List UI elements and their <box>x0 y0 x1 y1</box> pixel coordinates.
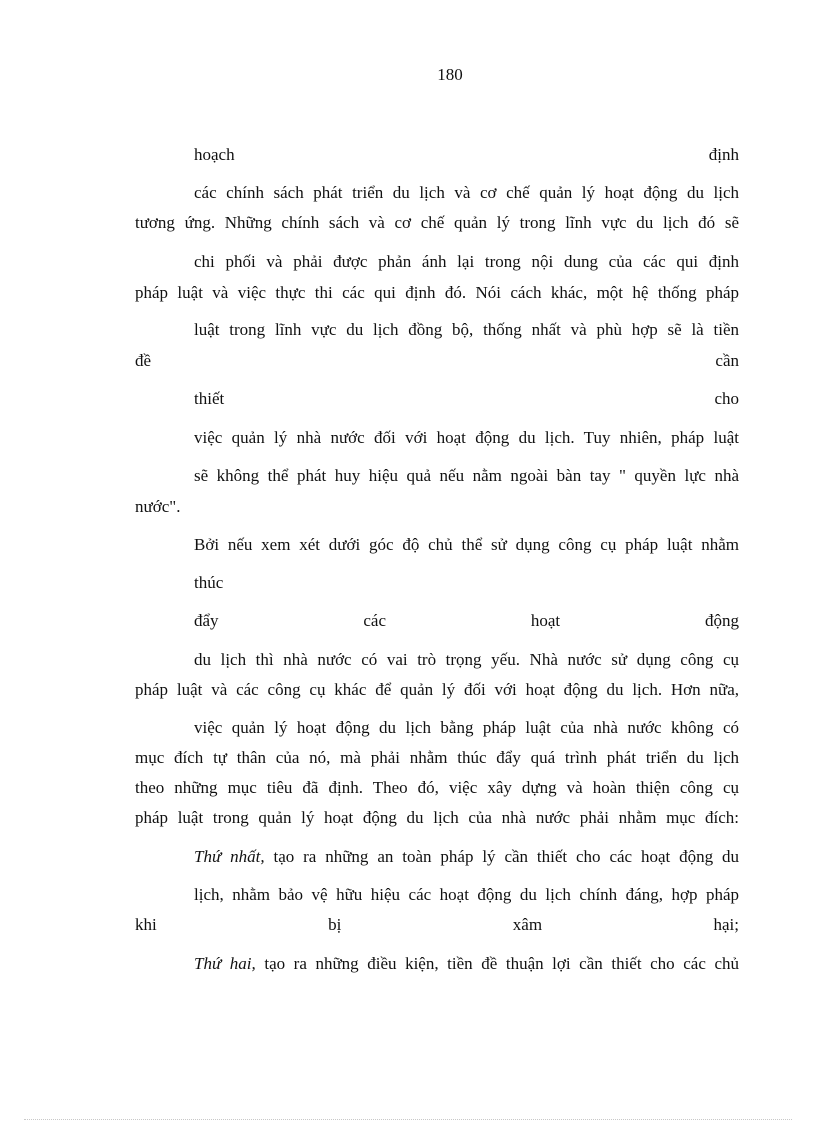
text-line: pháp luật và các công cụ khác để quản lý đối với hoạt động du lịch. Hơn nữa, <box>135 680 739 699</box>
word: thiết <box>194 389 225 408</box>
text-line: pháp luật trong quản lý hoạt động du lịch của nhà nước phải nhằm mục đích: <box>135 808 739 827</box>
text-line: sẽ không thể phát huy hiệu quả nếu nằm ngoài bàn tay " quyền lực nhà <box>194 466 739 485</box>
word: bị <box>328 915 342 934</box>
text-line: tương ứng. Những chính sách và cơ chế quản lý trong lĩnh vực du lịch đó sẽ <box>135 213 739 232</box>
word: xâm <box>512 915 543 934</box>
word: định <box>708 145 739 164</box>
text-line: theo những mục tiêu đã định. Theo đó, việc xây dựng và hoàn thiện công cụ <box>135 778 739 797</box>
text-line <box>135 350 739 372</box>
text-line: luật trong lĩnh vực du lịch đồng bộ, thống nhất và phù hợp sẽ là tiền <box>194 320 739 339</box>
line-text: tạo ra những an toàn pháp lý cần thiết cho các hoạt động du <box>264 847 740 866</box>
word: đề <box>135 351 152 370</box>
text-line: các chính sách phát triển du lịch và cơ chế quản lý hoạt động du lịch <box>194 183 739 202</box>
enumeration-label: Thứ nhất, <box>194 847 265 866</box>
line-text: tạo ra những điều kiện, tiền đề thuận lợi cần thiết cho các chủ <box>255 954 739 973</box>
text-line: thúc <box>194 573 224 592</box>
text-line: việc quản lý hoạt động du lịch bằng pháp luật của nhà nước không có <box>194 718 739 737</box>
word: khi <box>135 915 157 934</box>
text-line <box>194 388 739 410</box>
enumeration-label: Thứ hai, <box>194 954 256 973</box>
page-bottom-edge <box>24 1119 792 1120</box>
word: hoạt <box>530 611 561 630</box>
text-line <box>194 953 739 975</box>
text-line: chi phối và phải được phản ánh lại trong nội dung của các qui định <box>194 252 739 271</box>
text-line: mục đích tự thân của nó, mà phải nhằm thúc đẩy quá trình phát triển du lịch <box>135 748 739 767</box>
text-line <box>194 144 739 166</box>
text-line <box>194 610 739 632</box>
text-line: nước". <box>135 497 181 516</box>
word: hại; <box>713 915 739 934</box>
text-line <box>194 846 739 868</box>
word: hoạch <box>194 145 235 164</box>
word: các <box>363 611 387 630</box>
text-line: pháp luật và việc thực thi các qui định đó. Nói cách khác, một hệ thống pháp <box>135 283 739 302</box>
word: động <box>705 611 739 630</box>
text-line: du lịch thì nhà nước có vai trò trọng yếu. Nhà nước sử dụng công cụ <box>194 650 739 669</box>
text-line: việc quản lý nhà nước đối với hoạt động du lịch. Tuy nhiên, pháp luật <box>194 428 739 447</box>
text-line: Bởi nếu xem xét dưới góc độ chủ thể sử dụng công cụ pháp luật nhằm <box>194 535 739 554</box>
word: cho <box>714 389 739 408</box>
text-line <box>135 914 739 936</box>
word: cần <box>715 351 739 370</box>
word: đẩy <box>194 611 219 630</box>
page-number: 180 <box>437 65 463 84</box>
text-line: lịch, nhằm bảo vệ hữu hiệu các hoạt động du lịch chính đáng, hợp pháp <box>194 885 739 904</box>
